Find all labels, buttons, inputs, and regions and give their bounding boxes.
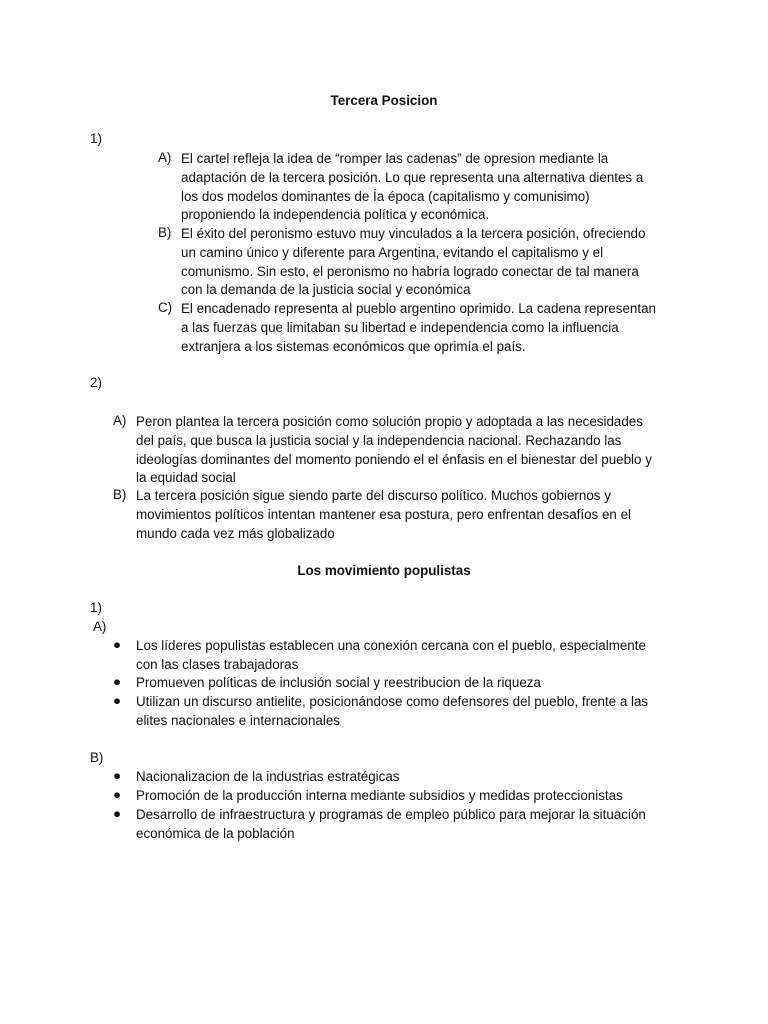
text-line: extranjera a los sistemas económicos que oprimía el país.: [181, 338, 526, 354]
text-line: con las clases trabajadoras: [136, 656, 299, 672]
text-line: movimientos políticos intentan mantener esa postura, pero enfrentan desafíos en el: [136, 506, 632, 522]
item-marker: A): [158, 150, 172, 165]
text-line: Nacionalizacion de la industrias estratégicas: [136, 769, 400, 784]
item-marker: B): [158, 225, 172, 240]
text-line: elites nacionales e internacionales: [136, 712, 340, 728]
text-line: El cartel refleja la idea de “romper las cadenas” de opresion mediante la: [181, 151, 609, 166]
bullet-icon: ●: [113, 768, 122, 783]
text-line: con la demanda de la justicia social y económica: [181, 282, 471, 298]
text-line: La tercera posición sigue siendo parte del discurso político. Muchos gobiernos y: [136, 488, 611, 503]
text-line: la equidad social: [136, 470, 236, 486]
bullet-icon: ●: [113, 787, 122, 802]
text-line: Utilizan un discurso antielite, posicionándose como defensores del pueblo, frente a las: [136, 694, 649, 709]
text-line: ideologías dominantes del momento poniendo el el énfasis en el bienestar del pueblo y: [136, 451, 652, 467]
text-line: proponiendo la independencia política y económica.: [181, 207, 490, 223]
text-line: a las fuerzas que limitaban su libertad e independencia como la influencia: [181, 319, 619, 335]
text-line: Los líderes populistas establecen una conexión cercana con el pueblo, especialmente: [136, 638, 646, 653]
text-line: Promoción de la producción interna mediante subsidios y medidas proteccionistas: [136, 788, 623, 803]
text-line: económica de la población: [136, 825, 295, 841]
bullet-icon: ●: [113, 637, 122, 652]
text-line: los dos modelos dominantes de Ía época (capitalismo y comunisimo): [181, 188, 590, 204]
item-marker: B): [113, 487, 127, 502]
text-line: del país, que busca la justicia social y la independencia nacional. Rechazando las: [136, 432, 622, 448]
text-line: El encadenado representa al pueblo argentino oprimido. La cadena representan: [181, 301, 656, 316]
bullet-icon: ●: [113, 806, 122, 821]
text-line: Promueven políticas de inclusión social y reestribucion de la riqueza: [136, 675, 541, 690]
section-title-movimientos-populistas: Los movimiento populistas: [297, 563, 471, 578]
text-line: Desarrollo de infraestructura y programas de empleo público para mejorar la situación: [136, 807, 646, 822]
bullet-icon: ●: [113, 693, 122, 708]
text-line: mundo cada vez más globalizado: [136, 525, 335, 541]
question-number: 1): [90, 131, 102, 146]
text-line: comunismo. Sin esto, el peronismo no habría logrado conectar de tal manera: [181, 263, 639, 279]
text-line: Peron plantea la tercera posición como solución propio y adoptada a las necesidades: [136, 414, 643, 429]
question-number: 2): [90, 375, 102, 390]
sub-question-label: A): [93, 619, 107, 634]
text-line: adaptación de la tercera posición. Lo que representa una alternativa dientes a: [181, 169, 644, 185]
item-marker: A): [113, 413, 127, 428]
bullet-icon: ●: [113, 674, 122, 689]
text-line: un camino único y diferente para Argentina, evitando el capitalismo y el: [181, 244, 604, 260]
sub-question-label: B): [90, 750, 104, 765]
question-number: 1): [90, 600, 102, 615]
item-marker: C): [158, 300, 173, 315]
text-line: El éxito del peronismo estuvo muy vinculados a la tercera posición, ofreciendo: [181, 226, 646, 241]
section-title-tercera-posicion: Tercera Posicion: [330, 93, 438, 108]
